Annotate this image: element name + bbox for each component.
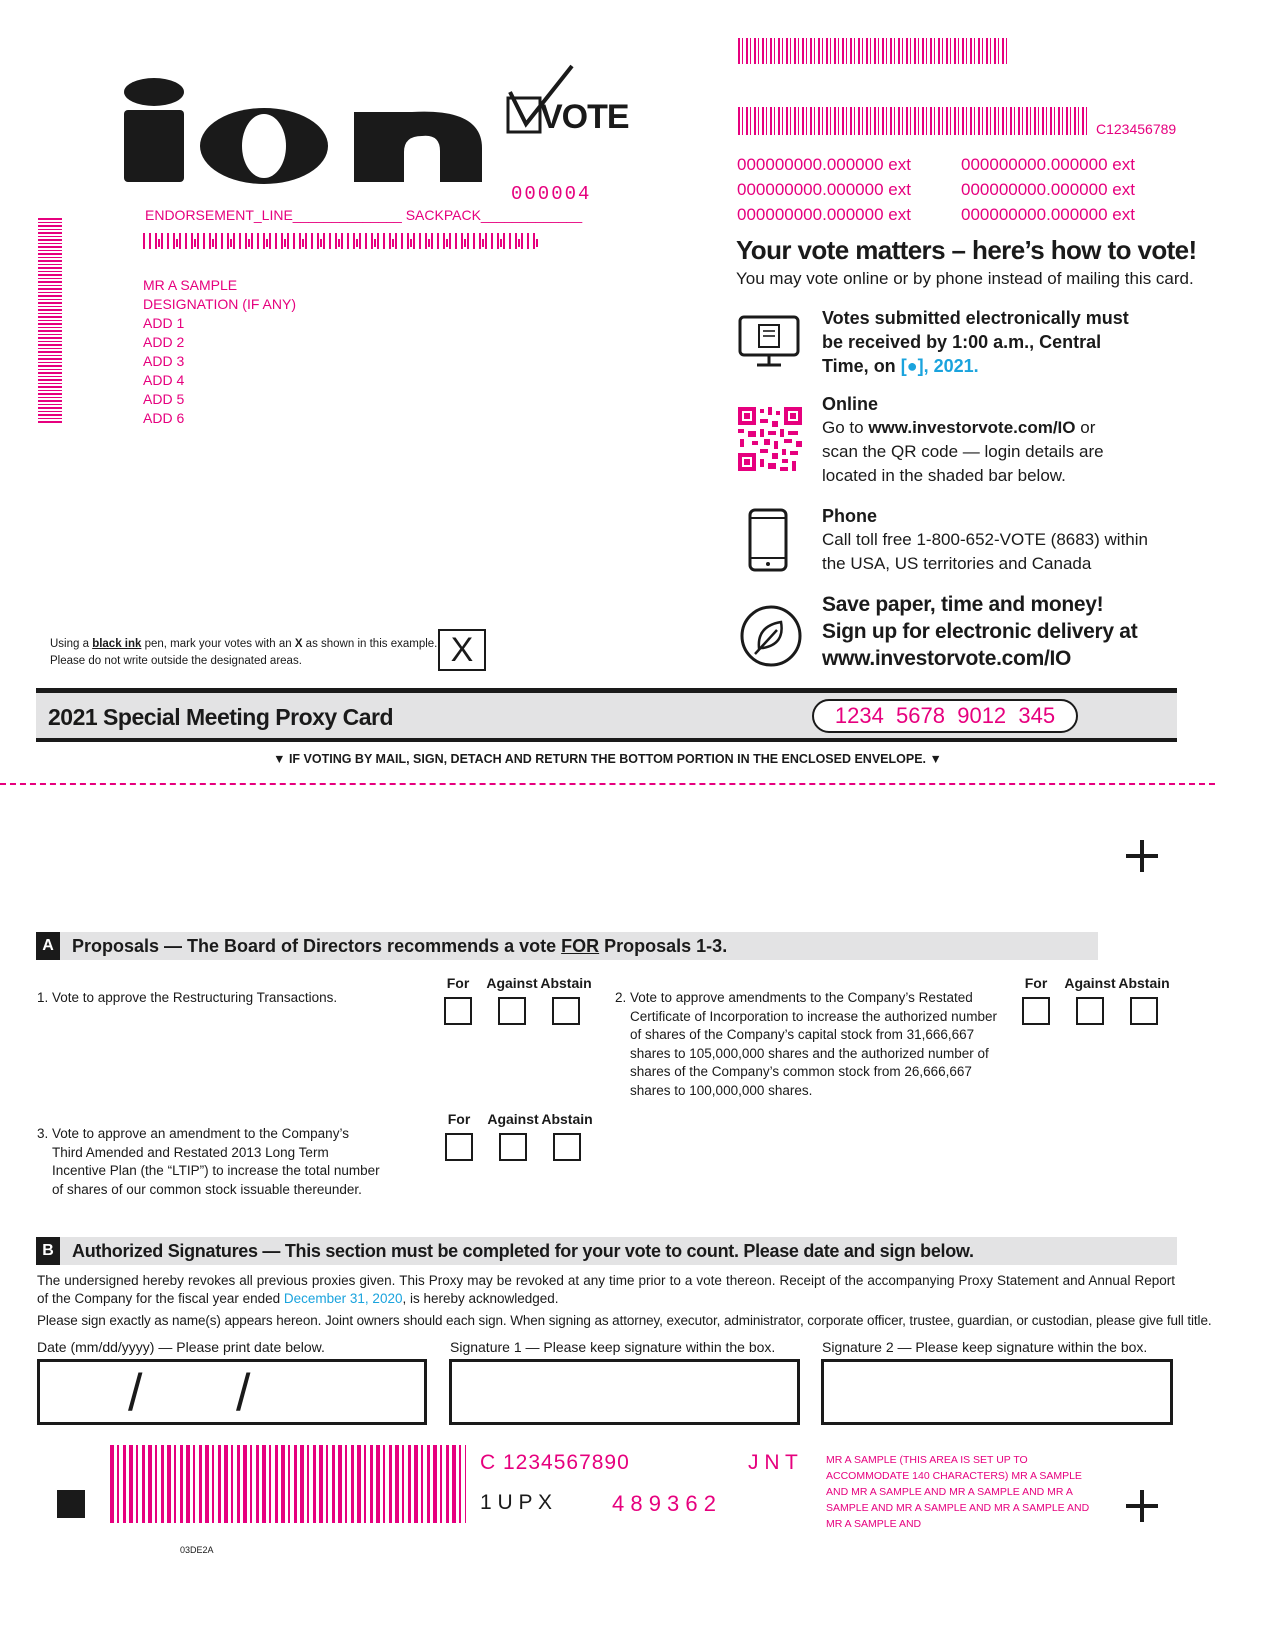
footer-account: C 1234567890 xyxy=(480,1451,630,1474)
vote-logo-text: VOTE xyxy=(540,98,629,136)
proposal-2-text: 2. Vote to approve amendments to the Company’s Restated Certificate of Incorporation to increase the authorized number of shares of the Company’s capital stock from 31,666,667 shares to 105,000,000 shares and the authorized number of shares of the Company’s common stock from 26,666,667 shares to 100,000,000 shares. xyxy=(615,990,997,1098)
example-mark: X xyxy=(450,631,474,669)
save-paper-line3[interactable]: www.investorvote.com/IO xyxy=(822,647,1072,670)
section-b-paragraph-1 xyxy=(37,1272,1175,1307)
footer-square-mark xyxy=(57,1490,85,1518)
footer-code-number: 4 8 9 3 6 2 xyxy=(612,1491,716,1516)
ext-line: 000000000.000000 ext xyxy=(961,155,1135,174)
mark-mid: pen, mark your votes with an xyxy=(141,638,295,650)
footer-upx: 1 U P X xyxy=(480,1491,552,1514)
top-barcode-2 xyxy=(738,107,1088,135)
date-label: Date (mm/dd/yyyy) — Please print date below. xyxy=(37,1339,325,1355)
proposal-2-abstain-checkbox[interactable] xyxy=(1130,997,1158,1025)
online-suffix: or scan the QR code — login details are located in the shaded bar below. xyxy=(822,418,1104,485)
vote-label-against: Against xyxy=(486,975,538,991)
section-b-letter: B xyxy=(36,1237,60,1265)
proposal-1-against-checkbox[interactable] xyxy=(498,997,526,1025)
vote-label-for: For xyxy=(1024,975,1048,991)
footer-barcode xyxy=(110,1445,466,1523)
section-a-letter: A xyxy=(36,932,60,960)
vote-label-abstain: Abstain xyxy=(1118,975,1170,991)
top-barcode-1 xyxy=(738,38,1010,64)
mark-bold: black ink xyxy=(92,638,142,650)
online-instructions xyxy=(822,392,1122,488)
electronic-deadline xyxy=(822,306,1132,378)
ext-column-left xyxy=(737,152,911,227)
mark-instructions xyxy=(50,636,437,670)
vote-subheading: You may vote online or by phone instead of mailing this card. xyxy=(736,269,1194,288)
proposal-2-against-checkbox[interactable] xyxy=(1076,997,1104,1025)
address-line: ADD 2 xyxy=(143,334,185,350)
footer-sample-text: MR A SAMPLE (THIS AREA IS SET UP TO ACCOMMODATE 140 CHARACTERS) MR A SAMPLE AND MR A SAMPLE AND MR A SAMPLE AND MR A SAMPLE AND MR A SAMPLE AND MR A SAMPLE AND MR A SAMPLE AND xyxy=(826,1454,1090,1530)
control-number: 1234 5678 9012 345 xyxy=(812,699,1078,733)
section-a-title-suffix: Proposals 1-3. xyxy=(599,936,728,956)
address-line: ADD 5 xyxy=(143,391,185,407)
vote-heading: Your vote matters – here’s how to vote! xyxy=(736,235,1197,265)
perforation-line xyxy=(0,783,1215,785)
vote-label-for: For xyxy=(446,975,470,991)
section-a-title-for: FOR xyxy=(561,936,600,956)
date-field[interactable] xyxy=(37,1359,427,1425)
para1-prefix: The undersigned hereby revokes all previous proxies given. This Proxy may be revoked at any time prior to a vote thereon. Receipt of the accompanying Proxy Statement and Annual Report of the Company for the fiscal year ended xyxy=(37,1273,1175,1306)
electronic-date: [●], 2021. xyxy=(900,356,979,376)
signature-2-label: Signature 2 — Please keep signature within the box. xyxy=(822,1339,1148,1355)
proposal-2-for-checkbox[interactable] xyxy=(1022,997,1050,1025)
side-barcode xyxy=(38,218,62,423)
vote-logo xyxy=(502,62,629,142)
mark-instructions-line1 xyxy=(50,636,437,653)
signature-1-field[interactable] xyxy=(449,1359,800,1425)
signature-2-field[interactable] xyxy=(821,1359,1173,1425)
address-block xyxy=(143,276,296,428)
registration-mark-top xyxy=(1126,840,1158,872)
signature-1-label: Signature 1 — Please keep signature within the box. xyxy=(450,1339,776,1355)
save-paper-line1: Save paper, time and money! xyxy=(822,593,1104,616)
proposal-3-for-checkbox[interactable] xyxy=(445,1133,473,1161)
form-code: 03DE2A xyxy=(180,1545,214,1555)
proxy-bar xyxy=(36,688,1177,742)
date-slash: / xyxy=(236,1364,251,1422)
para1-suffix: , is hereby acknowledged. xyxy=(402,1290,559,1306)
ext-line: 000000000.000000 ext xyxy=(737,205,911,224)
qr-code-icon xyxy=(738,407,802,471)
mark-instructions-line2: Please do not write outside the designated areas. xyxy=(50,655,302,667)
online-prefix: Go to xyxy=(822,418,869,437)
detach-text: IF VOTING BY MAIL, SIGN, DETACH AND RETURN THE BOTTOM PORTION IN THE ENCLOSED ENVELOPE. xyxy=(288,752,927,766)
address-line: ADD 3 xyxy=(143,353,185,369)
proxy-title: 2021 Special Meeting Proxy Card xyxy=(48,704,393,730)
save-paper-block xyxy=(822,591,1137,672)
leaf-icon xyxy=(739,604,803,668)
proposal-1-text: 1. Vote to approve the Restructuring Transactions. xyxy=(37,990,338,1005)
ext-column-right xyxy=(961,152,1135,227)
online-title: Online xyxy=(822,394,879,414)
section-a-title xyxy=(72,932,727,960)
section-a-title-prefix: Proposals — The Board of Directors recommends a vote xyxy=(72,936,562,956)
mark-suffix: as shown in this example. xyxy=(302,638,438,650)
address-line: ADD 6 xyxy=(143,410,185,426)
down-arrow-icon: ▼ xyxy=(929,752,942,766)
monitor-icon xyxy=(738,313,800,369)
phone-instructions xyxy=(822,504,1152,576)
proposal-3-abstain-checkbox[interactable] xyxy=(553,1133,581,1161)
ext-line: 000000000.000000 ext xyxy=(961,205,1135,224)
electronic-text: Votes submitted electronically must be received by 1:00 a.m., Central Time, on xyxy=(822,308,1129,376)
date-slash: / xyxy=(128,1364,143,1422)
sequence-number: 000004 xyxy=(511,183,592,205)
vote-label-against: Against xyxy=(1064,975,1116,991)
postnet-barcode-short xyxy=(146,239,538,247)
down-arrow-icon: ▼ xyxy=(273,752,286,766)
vote-label-abstain: Abstain xyxy=(540,975,592,991)
proposal-1-abstain-checkbox[interactable] xyxy=(552,997,580,1025)
address-line: DESIGNATION (IF ANY) xyxy=(143,296,296,312)
example-mark-box xyxy=(438,629,486,671)
account-code: C123456789 xyxy=(1096,121,1177,137)
ext-line: 000000000.000000 ext xyxy=(737,180,911,199)
mark-x: X xyxy=(294,638,303,650)
endorsement-line: ENDORSEMENT_LINE______________ SACKPACK_____________ xyxy=(145,207,583,223)
proposal-3-text: 3. Vote to approve an amendment to the Company’s Third Amended and Restated 2013 Long Term Incentive Plan (the “LTIP”) to increase the total number of shares of our common stock issuable thereunder. xyxy=(37,1126,380,1197)
footer-jnt: J N T xyxy=(748,1451,798,1474)
detach-instruction xyxy=(0,752,1215,766)
online-body xyxy=(822,416,1122,488)
ext-line: 000000000.000000 ext xyxy=(737,155,911,174)
vote-label-for: For xyxy=(447,1111,471,1127)
registration-mark-bottom xyxy=(1126,1490,1158,1522)
phone-icon xyxy=(748,508,788,572)
address-line: ADD 4 xyxy=(143,372,185,388)
para1-date: December 31, 2020 xyxy=(283,1290,403,1306)
online-url[interactable]: www.investorvote.com/IO xyxy=(868,418,1076,437)
address-line: MR A SAMPLE xyxy=(143,277,238,293)
address-line: ADD 1 xyxy=(143,315,185,331)
ext-line: 000000000.000000 ext xyxy=(961,180,1135,199)
vote-label-against: Against xyxy=(487,1111,539,1127)
ion-logo xyxy=(122,56,492,186)
proposal-3-against-checkbox[interactable] xyxy=(499,1133,527,1161)
vote-label-abstain: Abstain xyxy=(541,1111,593,1127)
save-paper-line2: Sign up for electronic delivery at xyxy=(822,620,1138,643)
phone-text: Call toll free 1-800-652-VOTE (8683) within the USA, US territories and Canada xyxy=(822,530,1148,573)
proposal-1-for-checkbox[interactable] xyxy=(444,997,472,1025)
mark-prefix: Using a xyxy=(50,638,93,650)
phone-title: Phone xyxy=(822,506,878,526)
section-b-title: Authorized Signatures — This section must be completed for your vote to count. Please date and sign below. xyxy=(72,1241,974,1261)
section-b-paragraph-2: Please sign exactly as name(s) appears hereon. Joint owners should each sign. When signing as attorney, executor, administrator, corporate officer, trustee, guardian, or custodian, please give full title. xyxy=(37,1313,1212,1328)
